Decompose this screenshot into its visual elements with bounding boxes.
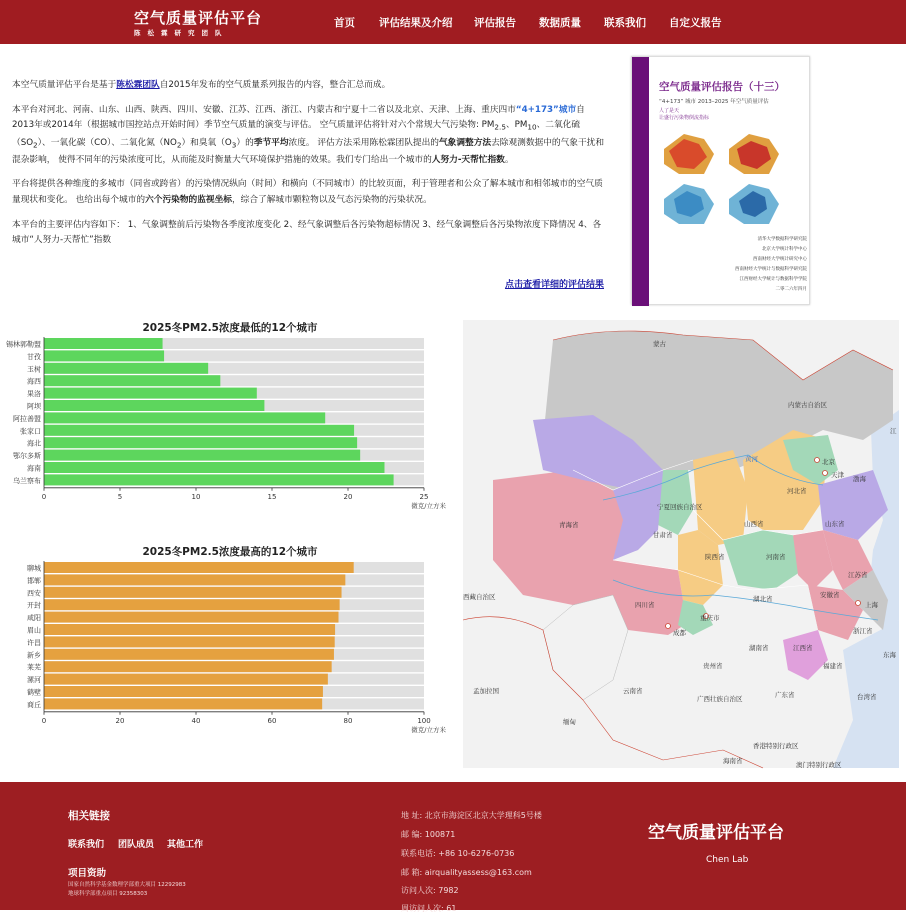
map-label-hainan: 海南省 <box>723 757 743 765</box>
category-label: 邯郸 <box>27 576 41 585</box>
cover-spine <box>632 57 649 306</box>
map-label-east-sea: 东海 <box>883 651 896 659</box>
footer <box>0 782 906 913</box>
category-label: 甘孜 <box>27 352 41 361</box>
category-label: 漯河 <box>27 676 41 685</box>
bar[interactable] <box>44 388 257 399</box>
map-label-sichuan: 四川省 <box>635 601 655 609</box>
map-label-hongkong: 香港特别行政区 <box>753 742 799 750</box>
bar[interactable] <box>44 450 360 461</box>
category-label: 咸阳 <box>27 614 41 623</box>
category-label: 聊城 <box>27 564 41 573</box>
footer-email[interactable]: 邮 箱: airqualityassess@163.com <box>401 868 532 877</box>
team-link[interactable]: 陈松霖团队 <box>116 80 160 90</box>
map-label-bangladesh: 孟加拉国 <box>473 687 499 695</box>
category-label: 果洛 <box>27 390 41 399</box>
nav-data-quality[interactable]: 数据质量 <box>539 17 581 29</box>
map-label-hubei: 湖北省 <box>753 595 773 603</box>
category-label: 海西 <box>27 377 41 386</box>
map-label-fujian: 福建省 <box>823 662 843 670</box>
bar[interactable] <box>44 412 325 423</box>
map-label-taiwan: 台湾省 <box>857 693 877 701</box>
chart-title: 2025冬PM2.5浓度最高的12个城市 <box>142 546 318 558</box>
map-label-chongqing: 重庆市 <box>700 614 720 622</box>
map-label-shandong: 山东省 <box>825 520 845 528</box>
cover-organizations: 清华大学数据科学研究院 北京大学统计科学中心 西南财经大学统计研究中心 西南财经大学统计与数据科学研究院 江西财经大学统计与数据科学学院 二零二六年四月 <box>735 237 807 292</box>
x-tick-label: 20 <box>343 492 353 501</box>
category-label: 莱芜 <box>27 663 41 672</box>
footer-address: 地 址: 北京市海淀区北京大学理科5号楼 <box>401 811 542 820</box>
bar[interactable] <box>44 599 340 610</box>
bar[interactable] <box>44 624 335 635</box>
intro-p1: 本空气质量评估平台是基于陈松霖团队自2015年发布的空气质量系列报告的内容，整合汇总而成。 <box>12 80 391 90</box>
map-label-jiangsu: 江苏省 <box>848 571 868 579</box>
chart-lowest-pm25 <box>6 318 455 540</box>
category-label: 商丘 <box>27 700 41 709</box>
category-label: 海北 <box>27 439 41 448</box>
bar[interactable] <box>44 686 323 697</box>
map-label-shanxi: 山西省 <box>744 520 764 528</box>
bar[interactable] <box>44 636 335 647</box>
map-label-jiangxi: 江西省 <box>793 644 813 652</box>
bar[interactable] <box>44 350 164 361</box>
bar[interactable] <box>44 338 163 349</box>
category-label: 新乡 <box>27 651 41 660</box>
nav-custom-report[interactable]: 自定义报告 <box>669 17 722 29</box>
footer-visits: 访问人次: 7982 <box>401 886 459 895</box>
x-tick-label: 15 <box>267 492 277 501</box>
map-label-zhejiang: 浙江省 <box>853 627 873 635</box>
footer-links-title: 相关链接 <box>68 810 110 822</box>
intro-p2: 本平台对河北、河南、山东、山西、陕西、四川、安徽、江苏、江西、浙江、内蒙古和宁夏十二省以及北京、天津、上海、重庆四市“4+173”城市自2013年或2014年（根据城市国控站点开始时间）季节空气质量的演变与评估。 空气质量评估将针对六个常规大气污染物: $PM_{2.5}$、$PM_{10}$、二氧化硫$(SO_2)$、一氧化碳（CO）、二氧化氮$(NO_2)$和臭氧$(O_3)$的季节平均浓度。 评估方法采用陈松霖团队提出的气象调整方法去除观测数据中的气象干扰和混杂影响， 使得不同年的污染浓度可比，从而能及时衡量大气环境保护措施的效果。我们专门给出一个城市的人努力-天帮忙指数。 <box>12 104 605 165</box>
cover-title: 空气质量评估报告（十三） <box>659 81 785 93</box>
pollution-region-map[interactable] <box>463 320 899 768</box>
category-label: 鹤壁 <box>27 688 41 697</box>
map-label-guangxi: 广西壮族自治区 <box>697 695 743 703</box>
unit-label: 微克/立方米 <box>411 725 446 734</box>
footer-weekly-visits: 周访问人次: 61 <box>401 904 457 913</box>
intro-section <box>12 78 604 258</box>
map-label-bohai: 渤海 <box>853 475 866 483</box>
site-subtitle: 陈松霖研究团队 <box>134 29 229 37</box>
bar[interactable] <box>44 574 345 585</box>
x-tick-label: 60 <box>267 716 277 725</box>
map-label-gansu: 甘肃省 <box>653 531 673 539</box>
x-tick-label: 40 <box>191 716 201 725</box>
unit-label: 微克/立方米 <box>411 501 446 510</box>
bar[interactable] <box>44 661 332 672</box>
bar[interactable] <box>44 674 328 685</box>
map-label-myanmar: 缅甸 <box>563 718 576 726</box>
bar[interactable] <box>44 462 384 473</box>
category-label: 眉山 <box>27 626 41 635</box>
cover-tags: 人了是天 让盛行污染物倒流指标 <box>659 108 710 121</box>
map-label-tianjin: 天津 <box>831 471 844 479</box>
footer-phone: 联系电话: +86 10-6276-0736 <box>401 849 515 858</box>
chart-title: 2025冬PM2.5浓度最低的12个城市 <box>142 322 318 334</box>
category-label: 许昌 <box>27 638 41 647</box>
site-title[interactable]: 空气质量评估平台 <box>134 9 263 27</box>
bar[interactable] <box>44 375 220 386</box>
map-label-qinghai: 青海省 <box>559 521 579 529</box>
x-tick-label: 25 <box>419 492 429 501</box>
category-label: 海南 <box>27 464 41 473</box>
view-detailed-results-link[interactable]: 点击查看详细的评估结果 <box>504 280 604 290</box>
x-tick-label: 0 <box>41 716 47 725</box>
map-label-beijing: 北京 <box>822 458 835 466</box>
bar[interactable] <box>44 612 339 623</box>
nav-reports[interactable]: 评估报告 <box>474 17 516 29</box>
map-label-tibet: 西藏自治区 <box>463 593 496 601</box>
footer-fund-items: 国家自然科学基金数理学部重大项目 12292983 地球科学部重点项目 92358303 <box>68 882 186 897</box>
map-label-anhui: 安徽省 <box>820 591 840 599</box>
x-tick-label: 0 <box>41 492 47 501</box>
category-label: 张家口 <box>20 427 41 436</box>
nav-home[interactable]: 首页 <box>334 17 355 29</box>
intro-p4: 本平台的主要评估内容如下： 1、气象调整前后污染物各季度浓度变化 2、经气象调整后各污染物超标情况 3、经气象调整后各污染物浓度下降情况 4、各城市“人努力-天帮忙”指数 <box>12 219 602 246</box>
map-label-shaanxi: 陕西省 <box>705 553 725 561</box>
nav-contact[interactable]: 联系我们 <box>604 17 646 29</box>
map-label-henan: 河南省 <box>766 553 786 561</box>
category-label: 乌兰察布 <box>13 476 41 485</box>
map-label-chengdu: 成都 <box>673 629 686 637</box>
bar[interactable] <box>44 649 334 660</box>
map-label-macau: 澳门特别行政区 <box>796 761 842 769</box>
cover-map-thumbnails <box>659 129 809 229</box>
category-label: 锡林郭勒盟 <box>6 340 41 349</box>
footer-link-contact[interactable]: 联系我们 <box>68 840 105 850</box>
footer-postcode: 邮 编: 100871 <box>401 830 456 839</box>
map-label-hebei: 河北省 <box>787 487 807 495</box>
footer-link-team[interactable]: 团队成员 <box>118 840 155 850</box>
map-label-edge: 江 <box>890 427 897 435</box>
footer-link-other[interactable]: 其他工作 <box>167 840 204 850</box>
category-label: 阿坝 <box>27 402 41 411</box>
map-label-yunnan: 云南省 <box>623 687 643 695</box>
x-tick-label: 10 <box>191 492 201 501</box>
category-label: 西安 <box>27 589 41 598</box>
bar[interactable] <box>44 562 354 573</box>
top-navbar <box>0 0 906 44</box>
category-label: 玉树 <box>27 365 41 374</box>
category-label: 开封 <box>27 601 41 610</box>
intro-p3: 平台将提供各种维度的多城市（同省或跨省）的污染情况纵向（时间）和横向（不同城市）的比较页面，利于管理者和公众了解本城市和相邻城市的空气质量现状和变化。 也给出每个城市的六个污染物的监视坐标，综合了解城市颗粒物以及气态污染物的污染状况。 <box>12 179 603 206</box>
bar[interactable] <box>44 437 357 448</box>
bar[interactable] <box>44 425 354 436</box>
footer-brand-sub: Chen Lab <box>706 855 749 865</box>
map-label-guizhou: 贵州省 <box>703 662 723 670</box>
map-label-yellow-river: 黄河 <box>745 455 758 463</box>
bar[interactable] <box>44 363 208 374</box>
category-label: 鄂尔多斯 <box>13 452 41 461</box>
city-scope: “4+173”城市 <box>515 104 577 115</box>
x-tick-label: 20 <box>115 716 125 725</box>
bar[interactable] <box>44 474 394 485</box>
bar[interactable] <box>44 698 322 709</box>
cover-subtitle: “4+173” 城市 2013–2025 年空气质量评估 <box>659 99 769 105</box>
footer-brand-title: 空气质量评估平台 <box>648 823 784 843</box>
map-label-mongolia: 蒙古 <box>653 340 666 348</box>
map-label-inner-mongolia: 内蒙古自治区 <box>788 401 827 409</box>
map-label-shanghai: 上海 <box>865 601 878 609</box>
bar[interactable] <box>44 587 342 598</box>
report-cover[interactable] <box>631 56 810 305</box>
footer-fund-title: 项目资助 <box>68 868 107 879</box>
x-tick-label: 100 <box>417 716 431 725</box>
map-label-hunan: 湖南省 <box>749 644 769 652</box>
category-label: 阿拉善盟 <box>13 414 41 423</box>
x-tick-label: 5 <box>117 492 123 501</box>
x-tick-label: 80 <box>343 716 353 725</box>
map-label-ningxia: 宁夏回族自治区 <box>657 503 703 511</box>
map-label-guangdong: 广东省 <box>775 691 795 699</box>
map-shapes <box>463 320 899 768</box>
nav-results[interactable]: 评估结果及介绍 <box>379 17 453 29</box>
chart-highest-pm25 <box>10 542 455 764</box>
bar[interactable] <box>44 400 264 411</box>
